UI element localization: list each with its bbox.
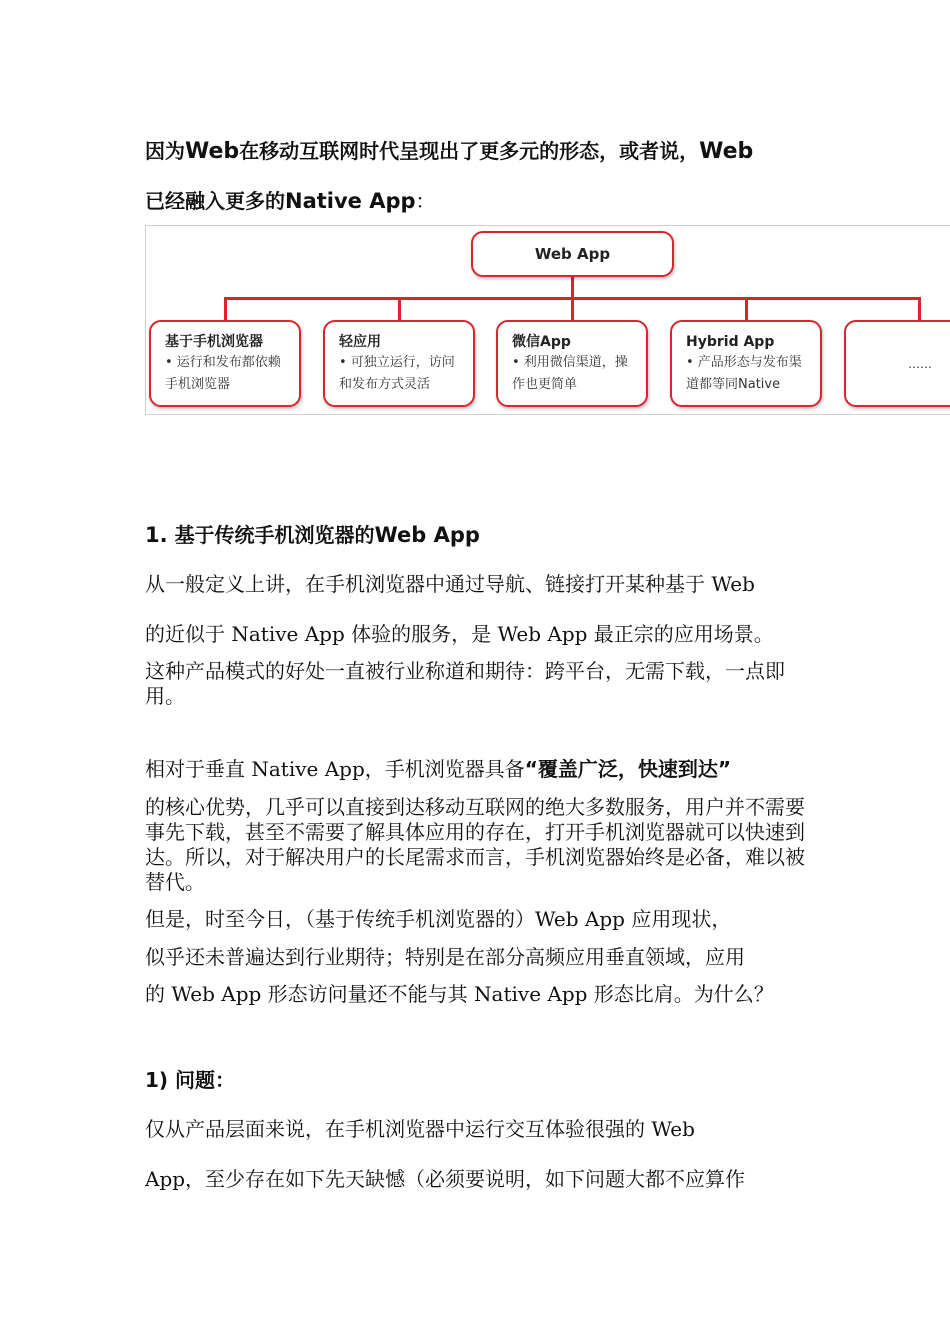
node-desc: • 利用微信渠道，操作也更简单 (512, 355, 628, 392)
paragraph-definition-line-2: 的近似于 Native App 体验的服务，是 Web App 最正宗的应用场景。 (145, 622, 774, 646)
paragraph-advantage-intro (145, 756, 731, 782)
connector-child-4 (745, 297, 748, 321)
paragraph-problems-line-2: App，至少存在如下先天缺憾（必须要说明，如下问题大都不应算作 (145, 1167, 746, 1191)
intro-term-web: Web (699, 139, 754, 164)
paragraph-benefits: 这种产品模式的好处一直被行业称道和期待：跨平台，无需下载，一点即用。 (145, 659, 785, 708)
intro-term-native-app: Native App (285, 189, 416, 213)
web-app-forms-diagram (145, 225, 950, 415)
paragraph-core-advantage: 的核心优势，几乎可以直接到达移动互联网的绝大多数服务，用户并不需要事先下载，甚至不需要了解具体应用的存在，打开手机浏览器就可以快速到达。所以，对于解决用户的长尾需求而言，手机浏览器始终是必备，难以被替代。 (145, 795, 805, 894)
diagram-node-light-app (323, 320, 475, 407)
node-title: Hybrid App (686, 334, 775, 350)
node-title: 基于手机浏览器 (165, 334, 263, 350)
paragraph-definition-line-1: 从一般定义上讲，在手机浏览器中通过导航、链接打开某种基于 Web (145, 572, 755, 596)
connector-child-1 (224, 297, 227, 321)
section-number: 1) (145, 1068, 169, 1092)
intro-text: 在移动互联网时代呈现出了更多元的形态，或者说， (239, 139, 700, 163)
intro-text: 已经融入更多的 (145, 189, 285, 213)
node-desc: • 运行和发布都依赖手机浏览器 (165, 355, 281, 392)
heading-text: 基于传统手机浏览器的 (174, 523, 375, 547)
intro-term-web: Web (185, 139, 240, 164)
section-number: 1. (145, 523, 168, 547)
emphasis-coverage: “覆盖广泛，快速到达” (524, 757, 732, 781)
paragraph-status-line-1: 但是，时至今日，（基于传统手机浏览器的）Web App 应用现状， (145, 907, 732, 931)
diagram-node-mobile-browser (149, 320, 301, 407)
connector-root (571, 277, 574, 298)
intro-colon: ： (415, 189, 436, 213)
diagram-node-more: …… (844, 320, 950, 407)
node-title: 微信App (512, 334, 571, 350)
connector-child-5 (918, 297, 921, 321)
section-2-heading (145, 1067, 235, 1093)
paragraph-status-line-2: 似乎还未普遍达到行业期待；特别是在部分高频应用垂直领域，应用 (145, 945, 745, 969)
intro-text: 因为 (145, 139, 185, 163)
paragraph-status-line-3: 的 Web App 形态访问量还不能与其 Native App 形态比肩。为什么？ (145, 982, 774, 1006)
text: 相对于垂直 Native App，手机浏览器具备 (145, 757, 525, 781)
node-desc: • 产品形态与发布渠道都等同Native (686, 355, 802, 392)
node-desc: • 可独立运行，访问和发布方式灵活 (339, 355, 455, 392)
intro-line-1 (145, 138, 753, 165)
connector-child-2 (398, 297, 401, 321)
heading-term: Web App (374, 523, 480, 547)
diagram-node-hybrid-app (670, 320, 822, 407)
intro-line-2 (145, 188, 436, 214)
section-1-heading (145, 522, 480, 548)
diagram-node-wechat-app (496, 320, 648, 407)
heading-text: 问题： (175, 1068, 236, 1092)
connector-child-3 (571, 297, 574, 321)
paragraph-problems-line-1: 仅从产品层面来说，在手机浏览器中运行交互体验很强的 Web (145, 1117, 695, 1141)
node-title: 轻应用 (339, 334, 381, 350)
diagram-root-node: Web App (471, 231, 674, 277)
